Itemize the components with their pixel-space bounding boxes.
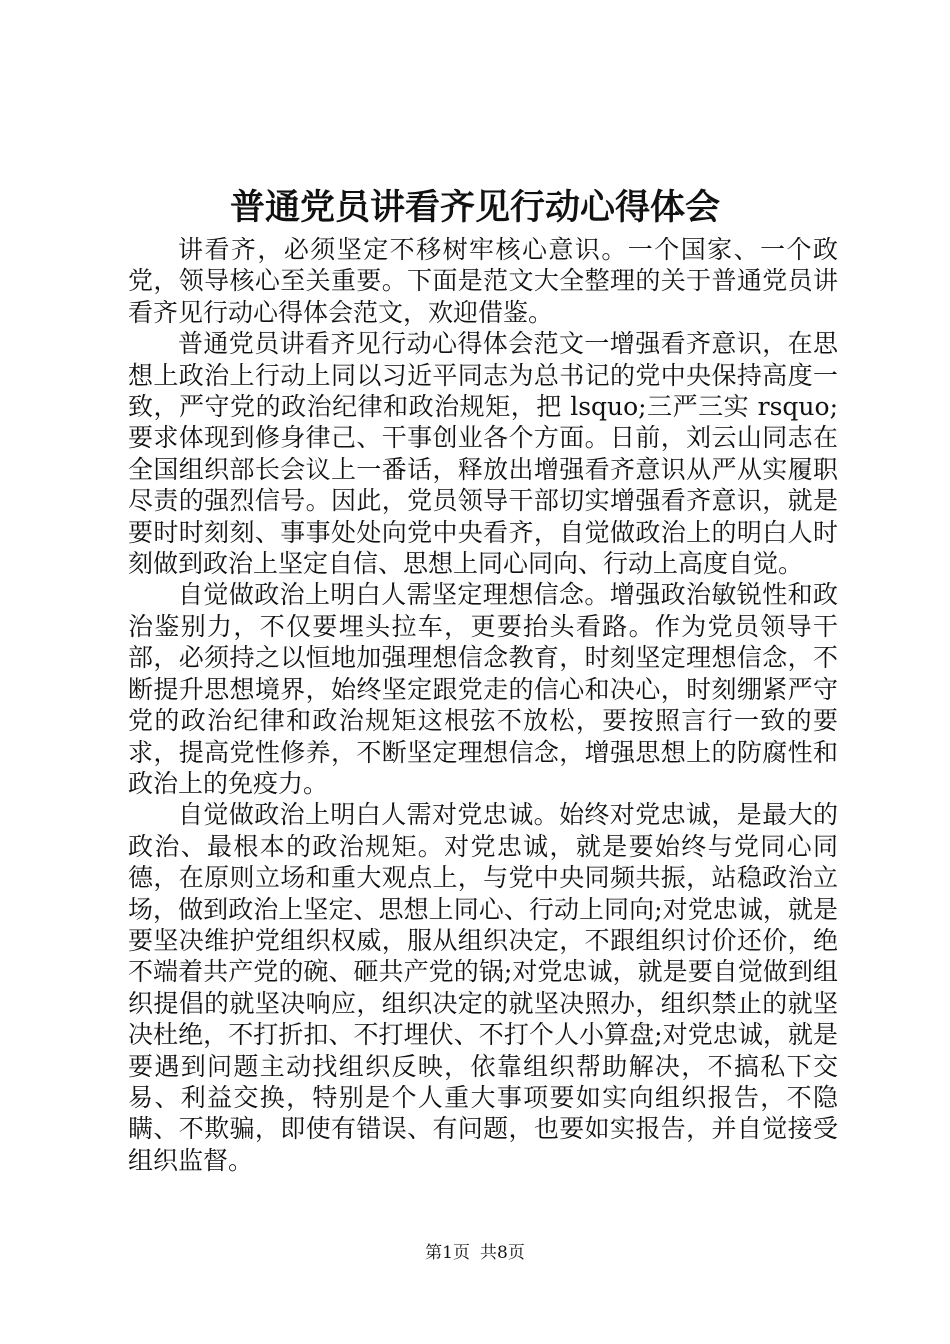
document-title: 普通党员讲看齐见行动心得体会: [229, 187, 720, 228]
paragraph-essay-one: 普通党员讲看齐见行动心得体会范文一增强看齐意识，在思想上政治上行动上同以习近平同志为总书记的党中央保持高度一致，严守党的政治纪律和政治规矩，把 lsquo;三严三实 rsquo;要求体现到修身律己、干事创业各个方面。日前，刘云山同志在全国组织部长会议上一番话，释放出增强看齐意识从严从实履职尽责的强烈信号。因此，党员领导干部切实增强看齐意识，就是要时时刻刻、事事处处向党中央看齐，自觉做政治上的明白人时刻做到政治上坚定自信、思想上同心同向、行动上高度自觉。: [128, 329, 838, 579]
paragraph-ideals: 自觉做政治上明白人需坚定理想信念。增强政治敏锐性和政治鉴别力，不仅要埋头拉车，更要抬头看路。作为党员领导干部，必须持之以恒地加强理想信念教育，时刻坚定理想信念，不断提升思想境界，始终坚定跟党走的信心和决心，时刻绷紧严守党的政治纪律和政治规矩这根弦不放松，要按照言行一致的要求，提高党性修养，不断坚定理想信念，增强思想上的防腐性和政治上的免疫力。: [128, 580, 838, 798]
page-number: 第1页: [425, 1243, 470, 1263]
page-total: 共8页: [480, 1243, 525, 1263]
document-body: [128, 234, 838, 1176]
paragraph-loyalty: 自觉做政治上明白人需对党忠诚。始终对党忠诚，是最大的政治、最根本的政治规矩。对党忠诚，就是要始终与党同心同德，在原则立场和重大观点上，与党中央同频共振，站稳政治立场，做到政治上坚定、思想上同心、行动上同向;对党忠诚，就是要坚决维护党组织权威，服从组织决定，不跟组织讨价还价，绝不端着共产党的碗、砸共产党的锅;对党忠诚，就是要自觉做到组织提倡的就坚决响应，组织决定的就坚决照办，组织禁止的就坚决杜绝，不打折扣、不打埋伏、不打个人小算盘;对党忠诚，就是要遇到问题主动找组织反映，依靠组织帮助解决，不搞私下交易、利益交换，特别是个人重大事项要如实向组织报告，不隐瞒、不欺骗，即使有错误、有问题，也要如实报告，并自觉接受组织监督。: [128, 800, 838, 1175]
page-footer: [0, 1241, 950, 1265]
paragraph-intro: 讲看齐，必须坚定不移树牢核心意识。一个国家、一个政党，领导核心至关重要。下面是范文大全整理的关于普通党员讲看齐见行动心得体会范文，欢迎借鉴。: [128, 235, 838, 327]
